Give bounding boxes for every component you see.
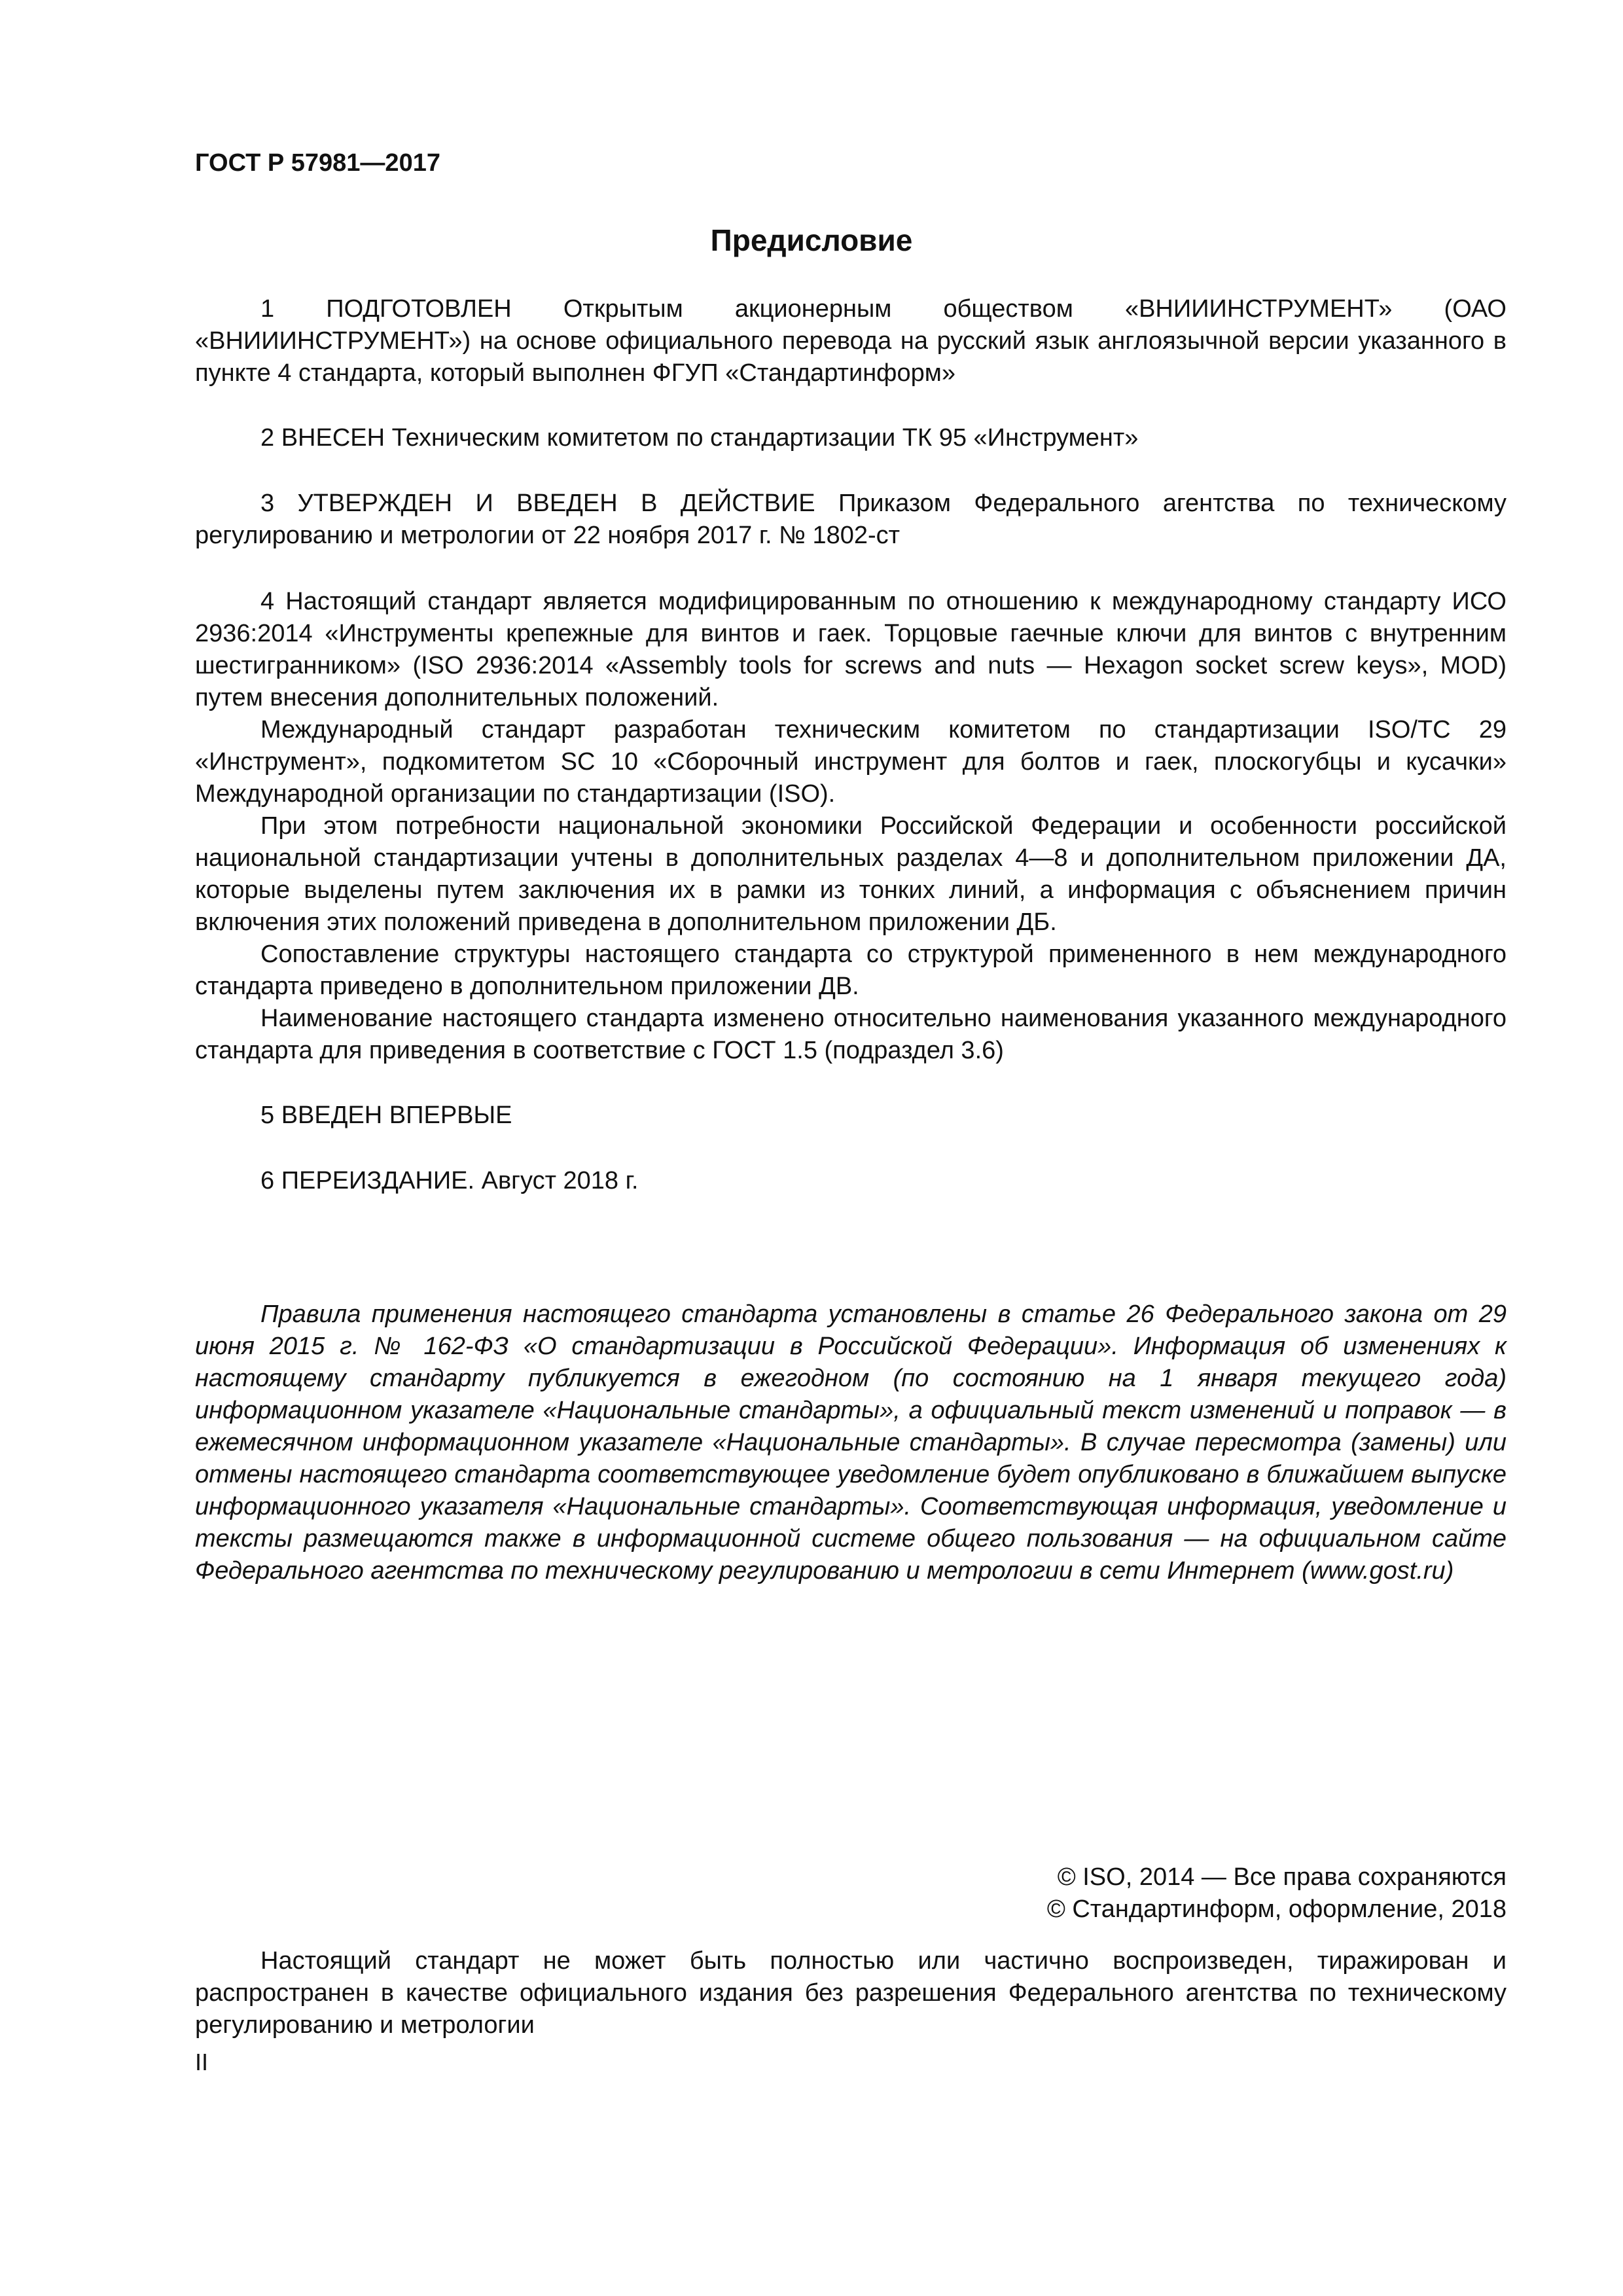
paragraph: 6 ПЕРЕИЗДАНИЕ. Август 2018 г. bbox=[260, 1167, 639, 1194]
paragraph: Сопоставление структуры настоящего стандарта со структурой примененного в нем международного стандарта приведено в дополнительном приложении ДВ. bbox=[195, 941, 1507, 1000]
paragraph: 1 ПОДГОТОВЛЕН Открытым акционерным обществом «ВНИИИНСТРУМЕНТ» (ОАО «ВНИИИНСТРУМЕНТ») на основе официального перевода на русский язык англоязычной версии указанного в пункте 4 стандарта, который выполнен ФГУП «Стандартинформ» bbox=[195, 295, 1507, 387]
paragraph: 4 Настоящий стандарт является модифицированным по отношению к международному стандарту ИСО 2936:2014 «Инструменты крепежные для винтов и гаек. Торцовые гаечные ключи для винтов с внутренним шестигранником» (ISO 2936:2014 «Assembly tools for screws and nuts — Hexagon socket screw keys», MOD) путем внесения дополнительных положений. bbox=[195, 588, 1507, 711]
page-title: Предисловие bbox=[710, 223, 913, 257]
foreword-item-6 bbox=[195, 1165, 1507, 1197]
rules-of-application-text: Правила применения настоящего стандарта установлены в статье 26 Федерального закона от 29 июня 2015 г. № 162-ФЗ «О стандартизации в Российской Федерации». Информация об изменениях к настоящему стандарту публикуется в ежегодном (по состоянию на 1 января текущего года) информационном указателе «Национальные стандарты», а официальный текст изменений и поправок — в ежемесячном информационном указателе «Национальные стандарты». В случае пересмотра (замены) или отмены настоящего стандарта соответствующее уведомление будет опубликовано в ближайшем выпуске информационного указателя «Национальные стандарты». Соответствующая информация, уведомление и тексты размещаются также в информационной системе общего пользования — на официальном сайте Федерального агентства по техническому регулированию и метрологии в сети Интернет (www.gost.ru) bbox=[195, 1300, 1507, 1585]
document-code: ГОСТ Р 57981—2017 bbox=[195, 149, 440, 177]
copyright-standartinform: © Стандартинформ, оформление, 2018 bbox=[1046, 1895, 1507, 1923]
paragraph: При этом потребности национальной экономики Российской Федерации и особенности российской национальной стандартизации учтены в дополнительных разделах 4—8 и дополнительном приложении ДА, которые выделены путем заключения их в рамки из тонких линий, а информация с объяснением причин включения этих положений приведена в дополнительном приложении ДБ. bbox=[195, 812, 1507, 936]
foreword-item-2 bbox=[195, 422, 1507, 454]
page-number: II bbox=[195, 2049, 209, 2075]
foreword-item-5 bbox=[195, 1100, 1507, 1132]
paragraph: 3 УТВЕРЖДЕН И ВВЕДЕН В ДЕЙСТВИЕ Приказом Федерального агентства по техническому регулированию и метрологии от 22 ноября 2017 г. № 1802-ст bbox=[195, 490, 1507, 549]
paragraph: Международный стандарт разработан техническим комитетом по стандартизации ISO/TC 29 «Инструмент», подкомитетом SC 10 «Сборочный инструмент для болтов и гаек, плоскогубцы и кусачки» Международной организации по стандартизации (ISO). bbox=[195, 716, 1507, 808]
copyright-iso: © ISO, 2014 — Все права сохраняются bbox=[1057, 1863, 1507, 1891]
copyright-block bbox=[1047, 1861, 1507, 1926]
foreword-item-3 bbox=[195, 488, 1507, 552]
paragraph: Наименование настоящего стандарта изменено относительно наименования указанного международного стандарта для приведения в соответствие с ГОСТ 1.5 (подраздел 3.6) bbox=[195, 1005, 1507, 1064]
foreword-item-1 bbox=[195, 293, 1507, 389]
paragraph: 2 ВНЕСЕН Техническим комитетом по стандартизации ТК 95 «Инструмент» bbox=[260, 424, 1139, 452]
foreword-item-4 bbox=[195, 586, 1507, 1067]
reproduction-notice: Настоящий стандарт не может быть полностью или частично воспроизведен, тиражирован и распространен в качестве официального издания без разрешения Федерального агентства по техническому регулированию и метрологии bbox=[195, 1947, 1507, 2039]
paragraph: 5 ВВЕДЕН ВПЕРВЫЕ bbox=[260, 1102, 512, 1129]
